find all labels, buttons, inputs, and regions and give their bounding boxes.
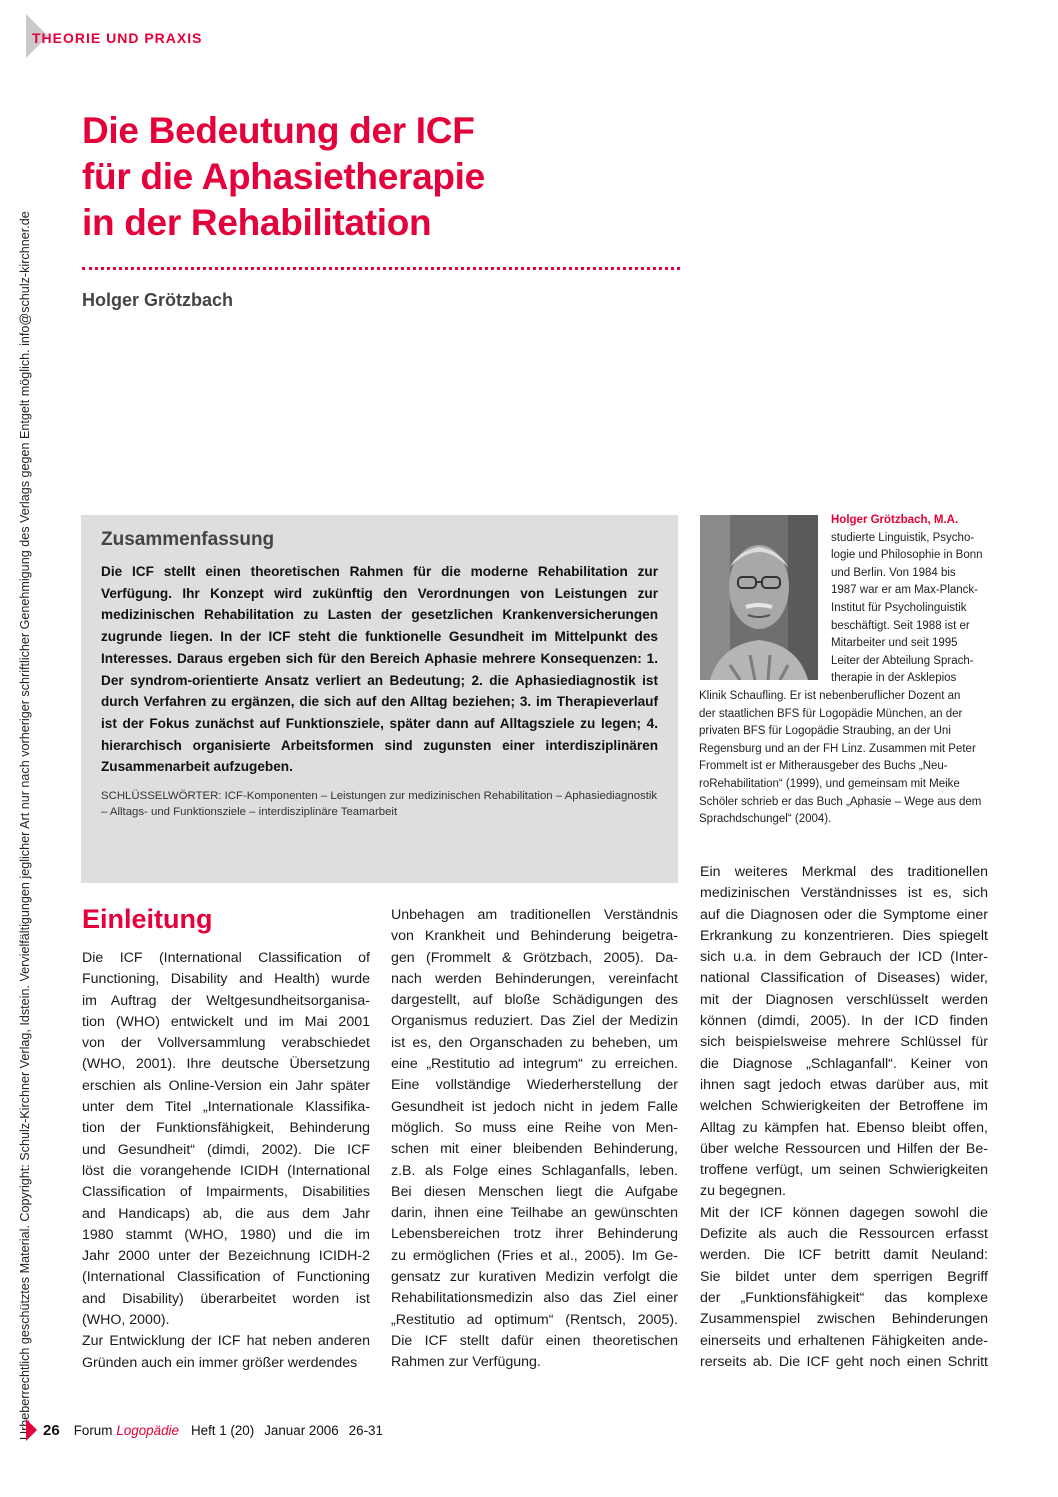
bio-line: und Berlin. Von 1984 bis bbox=[831, 566, 956, 579]
page-range: 26-31 bbox=[348, 1422, 383, 1438]
text-line: darin, ihnen eine Teilhabe an gewünschten bbox=[391, 1205, 678, 1222]
bio-line: Mitarbeiter und seit 1995 bbox=[831, 637, 958, 650]
abstract-body: Die ICF stellt einen theoretischen Rahmen für die moderne Rehabilitation zur Verfügung. Ihr Konzept wird zukünftig den Verordnungen von Leistungen zur medizinischen Rehabilitation zu Lasten der gesetzlichen Krankenversicherungen zugrunde liegen. In der ICF steht die funktionelle Gesundheit im Mittelpunkt des Interesses. Daraus ergeben sich für den Bereich Aphasie mehrere Konsequenzen: 1. Der syndrom-orientierte Ansatz verliert an Bedeutung; 2. die Aphasiediagnostik ist durch Verfahren zu ergänzen, die sich auf den Alltag beziehen; 3. im Therapieverlauf ist der Fokus zunächst auf Funktionsziele, später dann auf Alltagsziele zu legen; 4. hierarchisch organisierte Arbeitsformen sind zugunsten einer interdisziplinären Zusammenarbeit aufzugeben. bbox=[101, 564, 658, 775]
text-line: z.B. als Folge eines Schlaganfalls, leben. bbox=[391, 1162, 678, 1179]
bio-line: studierte Linguistik, Psycho- bbox=[831, 531, 975, 544]
text-line: zu begegnen. bbox=[700, 1183, 786, 1200]
title-line: für die Aphasietherapie bbox=[82, 156, 485, 197]
journal-name-accent: Logopädie bbox=[116, 1422, 179, 1438]
text-line: Eine vollständige Wiederherstellung der bbox=[391, 1077, 678, 1094]
bio-line: Institut für Psycholinguistik bbox=[831, 601, 967, 614]
text-line: Gründen auch ein immer größer werdendes bbox=[82, 1354, 358, 1371]
text-line: gen (Frommelt & Grötzbach, 2005). Da- bbox=[391, 949, 678, 966]
text-line: mit der Diagnosen verschlüsselt werden bbox=[700, 991, 988, 1008]
author-name: Holger Grötzbach bbox=[82, 290, 234, 310]
text-line: nach werden Behinderungen, vereinfacht bbox=[391, 970, 678, 987]
keywords: SCHLÜSSELWÖRTER: ICF-Komponenten – Leistungen zur medizinischen Rehabilitation – Aphasiediagnostik – Alltags- und Funktionsziele – interdisziplinäre Teamarbeit bbox=[101, 790, 658, 819]
text-line: Bei diesen Menschen liegt die Aufgabe bbox=[391, 1183, 678, 1200]
text-line: Gesundheit ist jedoch nicht in jedem Falle bbox=[391, 1098, 678, 1115]
text-line: die Diagnose „Schlaganfall“. Keiner von bbox=[700, 1055, 988, 1072]
text-line: löst die vorangehende ICIDH (International bbox=[82, 1162, 370, 1179]
text-line: tion (WHO) entwickelt und im Mai 2001 bbox=[82, 1013, 370, 1030]
text-line: werden. Die ICF betritt damit Neuland: bbox=[700, 1247, 988, 1264]
text-line: welchen Schwierigkeiten der Betroffene im bbox=[700, 1098, 988, 1115]
text-column-2 bbox=[391, 905, 678, 1374]
text-line: zu ermöglichen (Fries et al., 2005). Im Ge- bbox=[391, 1247, 678, 1264]
text-line: troffene verfügt, um seinen Schwierigkeiten bbox=[700, 1162, 988, 1179]
text-line: auf die Diagnosen oder die Symptome einer bbox=[700, 906, 988, 923]
text-line: and Disability) überarbeitet worden ist bbox=[82, 1290, 370, 1307]
text-line: schen mit einer bleibenden Behinderung, bbox=[391, 1141, 678, 1158]
text-line: im Auftrag der Weltgesundheitsorganisa- bbox=[82, 992, 370, 1009]
text-line: tion der Funktionsfähigkeit, Behinderung bbox=[82, 1120, 370, 1137]
text-line: über welche Ressourcen und Hilfen der Be- bbox=[700, 1140, 988, 1157]
text-line: von Krankheit und Behinderung beigetra- bbox=[391, 928, 678, 945]
bio-line: privaten BFS für Logopädie Straubing, an der Uni bbox=[699, 725, 951, 738]
text-line: Sie bildet unter dem sperrigen Begriff bbox=[700, 1268, 988, 1285]
bio-line: Klinik Schaufling. Er ist nebenberuflicher Dozent an bbox=[699, 689, 961, 702]
bio-line: beschäftigt. Seit 1988 ist er bbox=[831, 619, 970, 632]
text-line: medizinischen Verständnisses ist es, sich bbox=[700, 885, 988, 902]
text-line: (WHO, 2001). Ihre deutsche Übersetzung bbox=[82, 1056, 370, 1073]
text-line: erschien als Online-Version ein Jahr später bbox=[82, 1077, 370, 1094]
bio-line: 1987 war er am Max-Planck- bbox=[831, 584, 978, 597]
text-line: Ein weiteres Merkmal des traditionellen bbox=[700, 864, 988, 880]
bio-line: Leiter der Abteilung Sprach- bbox=[831, 654, 974, 667]
bio-line: logie und Philosophie in Bonn bbox=[831, 549, 983, 562]
text-line: Alltag zu kämpfen hat. Ebenso bleibt offen, bbox=[700, 1119, 988, 1136]
text-line: Functioning, Disability and Health) wurde bbox=[82, 971, 370, 988]
text-line: gensatz zur kurativen Medizin verfolgt die bbox=[391, 1269, 678, 1286]
text-line: der „Funktionsfähigkeit“ das komplexe bbox=[700, 1289, 988, 1306]
bio-line: Regensburg und an der FH Linz. Zusammen mit Peter bbox=[699, 742, 976, 755]
text-line: Mit der ICF können dagegen sowohl die bbox=[700, 1204, 988, 1221]
text-line: sich beispielsweise mehrere Schlüssel für bbox=[700, 1034, 988, 1051]
text-line: sich u.a. in dem Gebrauch der ICD (Inter- bbox=[700, 949, 988, 966]
text-line: einerseits und erhaltenen Fähigkeiten ande- bbox=[700, 1332, 988, 1349]
section-label: THEORIE UND PRAXIS bbox=[32, 30, 203, 46]
text-line: möglich. So muss eine Reihe von Men- bbox=[391, 1119, 678, 1136]
text-line: „Restitutio ad optimum“ (Rentsch, 2005). bbox=[391, 1311, 678, 1328]
bio-line: Sprachdschungel“ (2004). bbox=[699, 813, 832, 826]
section-heading-einleitung: Einleitung bbox=[82, 904, 213, 934]
text-line: and Handicaps) ab, die aus dem Jahr bbox=[82, 1205, 370, 1222]
bio-line: therapie in der Asklepios bbox=[831, 672, 957, 685]
text-line: Classification of Impairments, Disabilities bbox=[82, 1184, 370, 1201]
text-line: Die ICF stellt dafür einen theoretischen bbox=[391, 1332, 678, 1349]
side-copyright-notice: Urheberrechtlich geschütztes Material. Copyright: Schulz-Kirchner Verlag, Idstein. Vervielfältigungen jeglicher Art nur nach vorheriger schriftlicher Genehmigung des Verlags gegen Entgelt möglich. info@schulz-kirchner.de bbox=[18, 211, 32, 1440]
text-line: eine „Restitutio ad integrum“ zu erreichen. bbox=[391, 1056, 678, 1073]
text-line: Zur Entwicklung der ICF hat neben anderen bbox=[82, 1333, 370, 1350]
page-footer bbox=[26, 1418, 383, 1442]
author-bio bbox=[699, 512, 989, 829]
title-line: Die Bedeutung der ICF bbox=[82, 110, 475, 151]
abstract-box bbox=[81, 515, 678, 883]
issue-label: Heft 1 (20) bbox=[190, 1422, 255, 1438]
text-line: (WHO, 2000). bbox=[82, 1312, 170, 1329]
text-line: Die ICF (International Classification of bbox=[82, 950, 370, 966]
text-line: Rahmen zur Verfügung. bbox=[391, 1354, 541, 1371]
issue-date: Januar 2006 bbox=[264, 1422, 339, 1438]
text-column-1 bbox=[82, 948, 370, 1374]
text-line: Lebensbereichen trotz ihrer Behinderung bbox=[391, 1226, 678, 1243]
text-line: ist es, den Organschaden zu beheben, um bbox=[391, 1034, 678, 1051]
article-title bbox=[82, 108, 485, 246]
journal-name: Forum bbox=[73, 1422, 113, 1438]
text-line: dargestellt, auf bloße Schädigungen des bbox=[391, 992, 678, 1009]
text-line: (International Classification of Functioning bbox=[82, 1269, 370, 1286]
title-line: in der Rehabilitation bbox=[82, 202, 432, 243]
bio-line: Schöler schrieb er das Buch „Aphasie – Wege aus dem bbox=[699, 795, 982, 808]
abstract-heading: Zusammenfassung bbox=[101, 529, 275, 550]
text-line: und Gesundheit“ (dimdi, 2002). Die ICF bbox=[82, 1141, 370, 1158]
text-line: von der Vollversammlung verabschiedet bbox=[82, 1035, 370, 1052]
text-line: Defizite als auch die Ressourcen erfasst bbox=[700, 1226, 988, 1243]
text-line: können (dimdi, 2005). In der ICD finden bbox=[700, 1013, 988, 1030]
text-line: Jahr 2000 unter der Bezeichnung ICIDH-2 bbox=[82, 1248, 370, 1265]
text-line: national Classification of Diseases) wider, bbox=[700, 970, 988, 987]
bio-line: Frommelt ist er Mitherausgeber des Buchs „Neu- bbox=[699, 760, 948, 773]
text-line: Erkrankung zu konzentrieren. Dies spiegelt bbox=[700, 927, 988, 944]
bio-name: Holger Grötzbach, M.A. bbox=[831, 514, 959, 526]
text-line: Unbehagen am traditionellen Verständnis bbox=[391, 907, 678, 923]
bio-line: roRehabilitation“ (1999), und gemeinsam mit Meike bbox=[699, 777, 960, 790]
text-column-3 bbox=[700, 862, 988, 1373]
page-number: 26 bbox=[43, 1421, 60, 1439]
text-line: ihnen sagt jedoch etwas darüber aus, mit bbox=[700, 1076, 988, 1093]
bio-line: der staatlichen BFS für Logopädie München, an der bbox=[699, 707, 963, 720]
text-line: Organismus reduziert. Das Ziel der Medizin bbox=[391, 1013, 678, 1030]
text-line: Zusammenspiel zwischen Behinderungen bbox=[700, 1311, 988, 1328]
text-line: Rehabilitationsmedizin also das Ziel einer bbox=[391, 1290, 678, 1307]
text-line: rerseits ab. Die ICF geht noch einen Schritt bbox=[700, 1353, 988, 1370]
text-line: unter dem Titel „Internationale Klassifika- bbox=[82, 1099, 370, 1116]
footer-arrow-icon bbox=[26, 1419, 37, 1441]
text-line: 1980 stammt (WHO, 1980) und die im bbox=[82, 1226, 370, 1243]
dotted-divider bbox=[82, 267, 680, 270]
